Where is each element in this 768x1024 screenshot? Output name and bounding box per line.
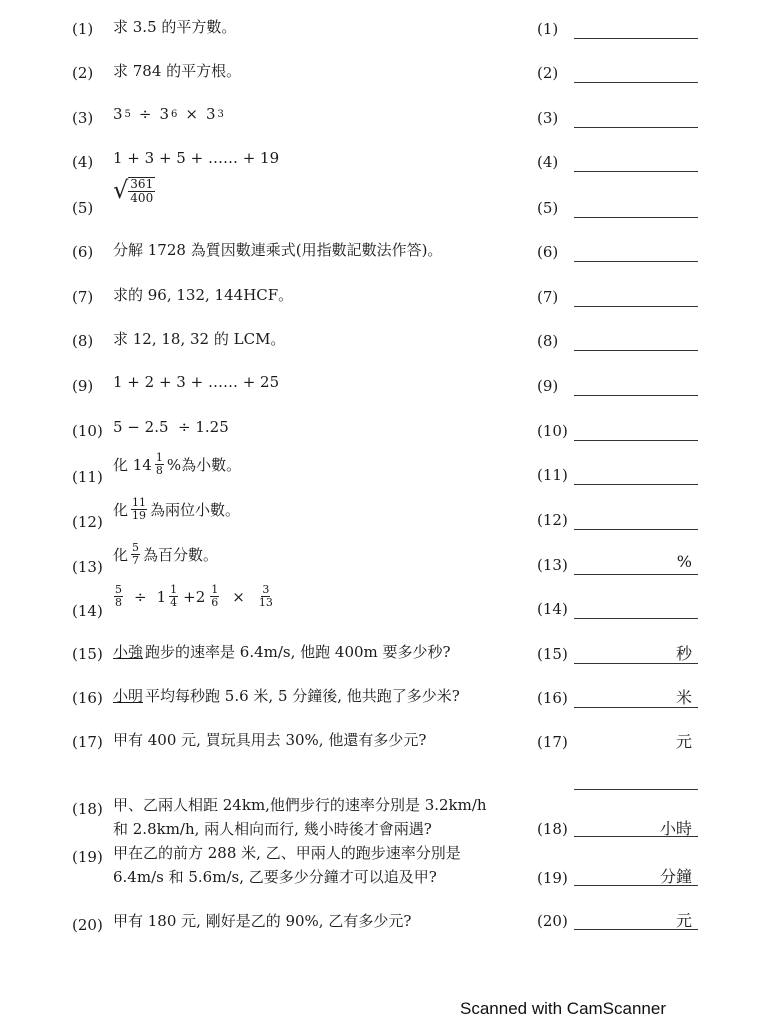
operator: × (232, 587, 245, 606)
answer-unit: 元 (675, 911, 692, 930)
question-number: (15) (72, 645, 103, 663)
numerator: 1 (155, 451, 163, 464)
question-number: (17) (72, 733, 103, 751)
question-row (0, 639, 768, 669)
question-row (0, 908, 768, 938)
question-row (0, 496, 768, 535)
question-number: (19) (72, 848, 103, 866)
operator: ÷ (134, 587, 147, 606)
question-row (0, 541, 768, 580)
question-expression (113, 452, 241, 477)
answer-line[interactable] (574, 217, 698, 218)
question-number: (6) (72, 243, 94, 261)
answer-line[interactable] (574, 440, 698, 441)
question-row (0, 176, 768, 223)
question-row (0, 58, 768, 88)
question-text: 求 12, 18, 32 的 LCM。 (113, 330, 286, 348)
numerator: 1 (211, 583, 219, 596)
answer-number: (15) (537, 645, 568, 663)
question-number: (2) (72, 64, 94, 82)
answer-line[interactable] (574, 574, 698, 575)
fraction (155, 452, 164, 477)
person-name: 小明 (113, 687, 144, 705)
answer-line[interactable] (574, 127, 698, 128)
question-text-line: 6.4m/s 和 5.6m/s, 乙要多少分鐘才可以追及甲? (113, 868, 437, 886)
answer-number: (12) (537, 511, 568, 529)
answer-number: (6) (537, 243, 559, 261)
answer-number: (20) (537, 912, 568, 930)
question-row (0, 237, 768, 267)
answer-number: (2) (537, 64, 559, 82)
question-row (0, 14, 768, 44)
answer-number: (10) (537, 422, 568, 440)
answer-line[interactable] (574, 484, 698, 485)
answer-unit: 小時 (659, 819, 692, 838)
fraction (258, 584, 274, 609)
question-row (0, 794, 768, 838)
answer-line[interactable] (574, 38, 698, 39)
numerator: 1 (170, 583, 178, 596)
answer-number: (11) (537, 466, 568, 484)
question-text-line: 和 2.8km/h, 兩人相向而行, 幾小時後才會兩遇? (113, 820, 432, 838)
answer-line[interactable] (574, 306, 698, 307)
base: 3 (159, 105, 170, 123)
question-number: (20) (72, 916, 103, 934)
suffix-text: 為兩位小數。 (150, 501, 241, 519)
answer-unit: 秒 (675, 644, 692, 663)
question-row (0, 416, 768, 446)
person-name: 小強 (113, 643, 144, 661)
question-row (0, 683, 768, 713)
question-text: 1 + 2 + 3 + …… + 25 (113, 373, 280, 391)
question-text-line: 甲在乙的前方 288 米, 乙、甲兩人的跑步速率分別是 (113, 844, 461, 862)
base: 3 (206, 105, 216, 123)
fraction (114, 584, 123, 609)
answer-unit: 分鐘 (659, 867, 692, 886)
question-row (0, 727, 768, 757)
fraction (210, 584, 219, 609)
denominator: 8 (115, 596, 122, 609)
question-number: (12) (72, 513, 103, 531)
question-number: (10) (72, 422, 103, 440)
question-number: (3) (72, 109, 94, 127)
base: 3 (113, 105, 123, 123)
answer-number: (9) (537, 377, 559, 395)
answer-number: (3) (537, 109, 559, 127)
question-text (113, 685, 460, 706)
answer-line[interactable] (574, 82, 698, 83)
answer-unit: 米 (675, 688, 692, 707)
question-number: (11) (72, 468, 103, 486)
prefix-text: 化 (113, 546, 129, 564)
question-number: (13) (72, 558, 103, 576)
question-text: 1 + 3 + 5 + …… + 19 (113, 149, 280, 167)
fraction (131, 542, 140, 567)
question-text: 分解 1728 為質因數連乘式(用指數記數法作答)。 (113, 241, 443, 259)
question-row (0, 103, 768, 133)
answer-line[interactable] (574, 529, 698, 530)
question-row (0, 583, 768, 624)
answer-number: (17) (537, 733, 568, 751)
sqrt-icon: √ $\frac{361}{400}$ (113, 176, 154, 205)
question-row (0, 451, 768, 490)
question-text: 甲有 180 元, 剛好是乙的 90%, 乙有多少元? (113, 912, 412, 930)
question-number: (9) (72, 377, 94, 395)
question-number: (16) (72, 689, 103, 707)
question-number: (7) (72, 288, 94, 306)
exponent: 3 (217, 108, 224, 120)
answer-number: (7) (537, 288, 559, 306)
answer-number: (18) (537, 820, 568, 838)
denominator: 6 (211, 596, 219, 609)
answer-number: (16) (537, 689, 568, 707)
suffix-text: %為小數。 (166, 456, 242, 474)
question-row (0, 842, 768, 888)
question-expression (113, 542, 218, 567)
question-number: (5) (72, 199, 94, 217)
numerator: 3 (262, 583, 270, 596)
square-root-expression (113, 177, 155, 205)
answer-line[interactable] (574, 789, 698, 790)
fraction (169, 584, 178, 609)
question-row (0, 282, 768, 312)
question-body: 平均每秒跑 5.6 米, 5 分鐘後, 他共跑了多少米? (145, 687, 460, 705)
operator: ÷ (138, 105, 152, 123)
question-text: 5 − 2.5 ÷ 1.25 (113, 418, 229, 436)
question-text: 求的 96, 132, 144HCF。 (113, 286, 294, 304)
exponent: 5 (124, 108, 131, 120)
denominator: 4 (170, 596, 178, 609)
scanner-watermark: Scanned with CamScanner (460, 999, 667, 1018)
answer-line[interactable] (574, 350, 698, 351)
suffix-text: 為百分數。 (143, 546, 219, 564)
question-text-line: 甲、乙兩人相距 24km,他們步行的速率分別是 3.2km/h (113, 796, 487, 814)
question-number: (1) (72, 20, 94, 38)
numerator: 5 (115, 583, 122, 596)
denominator: 13 (258, 596, 273, 609)
answer-line[interactable] (574, 618, 698, 619)
answer-line[interactable] (574, 171, 698, 172)
operator: × (185, 105, 198, 123)
question-row (0, 371, 768, 401)
answer-number: (1) (537, 20, 559, 38)
denominator: 8 (155, 464, 163, 477)
answer-line[interactable] (574, 261, 698, 262)
question-number: (4) (72, 153, 94, 171)
answer-number: (5) (537, 199, 559, 217)
answer-number: (13) (537, 556, 568, 574)
numerator: 5 (132, 541, 140, 554)
question-row (0, 326, 768, 356)
answer-number: (14) (537, 600, 568, 618)
denominator: 400 (130, 191, 154, 205)
numerator: 361 (130, 177, 154, 191)
operator: +2 (183, 587, 206, 606)
question-row (0, 147, 768, 177)
answer-unit: 元 (675, 732, 692, 751)
prefix-text: 化 (113, 501, 129, 519)
question-expression (113, 584, 275, 609)
denominator: 19 (132, 509, 147, 522)
question-text: 求 784 的平方根。 (113, 62, 242, 80)
question-expression (113, 497, 240, 522)
question-number: (8) (72, 332, 94, 350)
answer-unit: % (676, 552, 692, 571)
question-number: (14) (72, 602, 103, 620)
question-text: 求 3.5 的平方數。 (113, 18, 237, 36)
question-number: (18) (72, 800, 103, 818)
fraction (131, 497, 147, 522)
denominator: 7 (132, 554, 140, 567)
answer-number: (8) (537, 332, 559, 350)
answer-number: (4) (537, 153, 559, 171)
answer-line[interactable] (574, 395, 698, 396)
answer-number: (19) (537, 869, 568, 887)
numerator: 11 (132, 496, 147, 509)
question-text: 甲有 400 元, 買玩具用去 30%, 他還有多少元? (113, 731, 427, 749)
question-expression (113, 105, 224, 123)
question-text (113, 641, 451, 662)
prefix-text: 化 14 (113, 456, 152, 474)
question-body: 跑步的速率是 6.4m/s, 他跑 400m 要多少秒? (145, 643, 451, 661)
whole-number: 1 (156, 587, 167, 606)
exponent: 6 (171, 108, 178, 120)
